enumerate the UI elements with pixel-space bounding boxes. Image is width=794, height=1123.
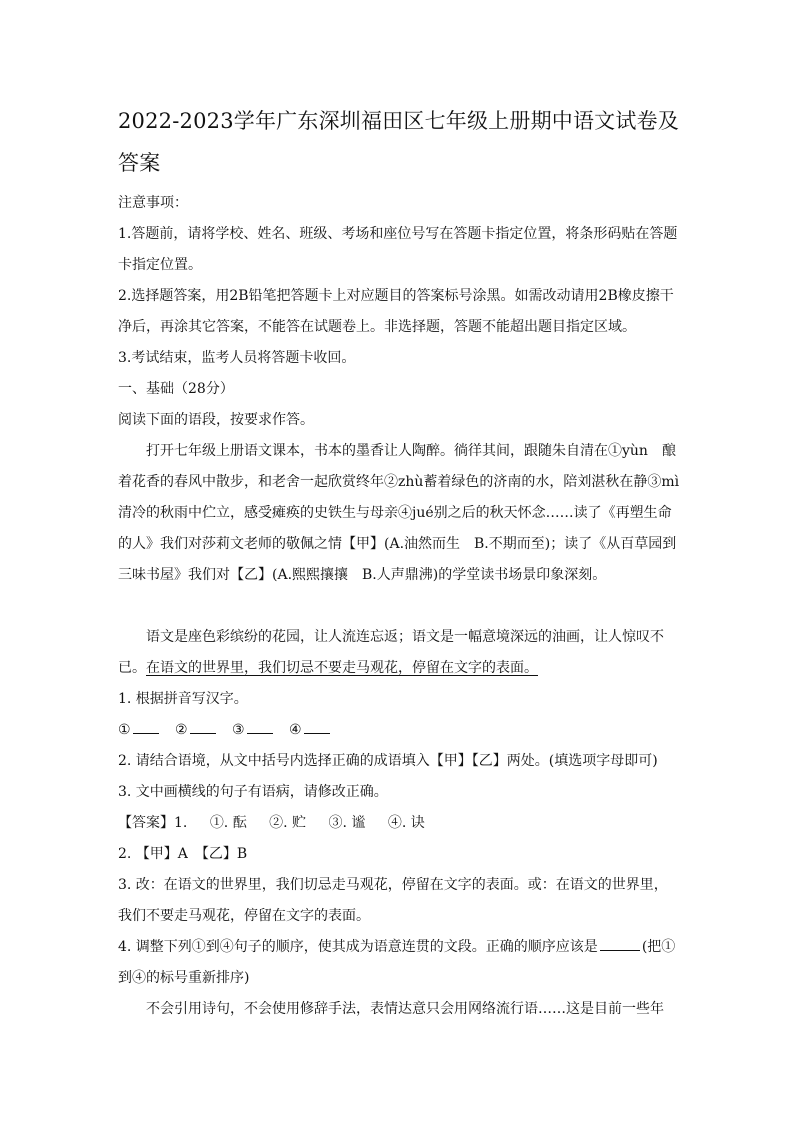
blank-label-1: ① [118, 722, 131, 738]
answer-1-item-4: ④. 诀 [387, 815, 425, 831]
answer-blank-2 [190, 719, 216, 734]
blank-label-4: ④ [289, 722, 302, 738]
reading-passage-1: 打开七年级上册语文课本，书本的墨香让人陶醉。徜徉其间，跟随朱自清在①yùn 酿着花香的春风中散步，和老舍一起欣赏终年②zhù蓄着绿色的济南的水，陪刘湛秋在静③mì清冷的秋雨中伫立，感受瘫痪的史铁生与母亲④jué别之后的秋天怀念……读了《再塑生命的人》我们对莎莉文老师的敬佩之情【甲】(A.油然而生 B.不期而至)；读了《从百草园到三味书屋》我们对【乙】(A.熙熙攘攘 B.人声鼎沸)的学堂读书场景印象深刻。 [118, 443, 680, 583]
section-heading: 一、基础（28分） [118, 381, 234, 397]
question-4-passage: 不会引用诗句，不会使用修辞手法，表情达意只会用网络流行语……这是目前一些年 [146, 1001, 664, 1017]
notice-heading: 注意事项： [118, 195, 188, 211]
document-page [118, 100, 680, 1025]
answer-1-item-1: ①. 酝 [209, 815, 247, 831]
passage-2-text: 语文是座色彩缤纷的花园，让人流连忘返；语文是一幅意境深远的油画，让人惊叹不已。 [118, 629, 664, 676]
answer-blank-order [600, 936, 640, 951]
question-3: 3. 文中画横线的句子有语病，请修改正确。 [118, 784, 388, 800]
question-1-blanks [118, 715, 680, 746]
notice-item-1: 1.答题前，请将学校、姓名、班级、考场和座位号写在答题卡指定位置，将条形码贴在答题卡指定位置。 [118, 226, 678, 273]
reading-passage-2 [118, 622, 680, 684]
notice-item-2: 2.选择题答案，用2B铅笔把答题卡上对应题目的答案标号涂黑。如需改动请用2B橡皮擦干净后，再涂其它答案，不能答在试题卷上。非选择题，答题不能超出题目指定区域。 [118, 288, 674, 335]
notice-item-3: 3.考试结束，监考人员将答题卡收回。 [118, 350, 356, 366]
question-4 [118, 932, 680, 994]
document-title: 2022-2023学年广东深圳福田区七年级上册期中语文试卷及答案 [118, 109, 679, 175]
section-instruction: 阅读下面的语段，按要求作答。 [118, 412, 314, 428]
underlined-sentence: 在语文的世界里，我们切忌不要走马观花，停留在文字的表面。 [146, 660, 538, 676]
answer-label: 【答案】1. [118, 815, 188, 831]
answer-3: 3. 改：在语文的世界里，我们切忌走马观花，停留在文字的表面。或：在语文的世界里，我们不要走马观花，停留在文字的表面。 [118, 877, 668, 924]
answer-blank-3 [247, 719, 273, 734]
question-4-note: (把①到④的标号重新排序) [118, 939, 676, 986]
blank-label-3: ③ [232, 722, 245, 738]
answer-2: 2. 【甲】A 【乙】B [118, 846, 248, 862]
answer-blank-4 [304, 719, 330, 734]
answer-blank-1 [133, 719, 159, 734]
question-4-text: 4. 调整下列①到④句子的顺序，使其成为语意连贯的文段。正确的顺序应该是 [118, 939, 598, 955]
paragraph-gap [118, 591, 680, 622]
question-2: 2. 请结合语境，从文中括号内选择正确的成语填入【甲】【乙】两处。(填选项字母即可) [118, 753, 658, 769]
blank-label-2: ② [175, 722, 188, 738]
answer-1 [118, 808, 680, 839]
answer-1-item-3: ③. 谧 [328, 815, 366, 831]
answer-1-item-2: ②. 贮 [269, 815, 307, 831]
question-1: 1. 根据拼音写汉字。 [118, 691, 248, 707]
